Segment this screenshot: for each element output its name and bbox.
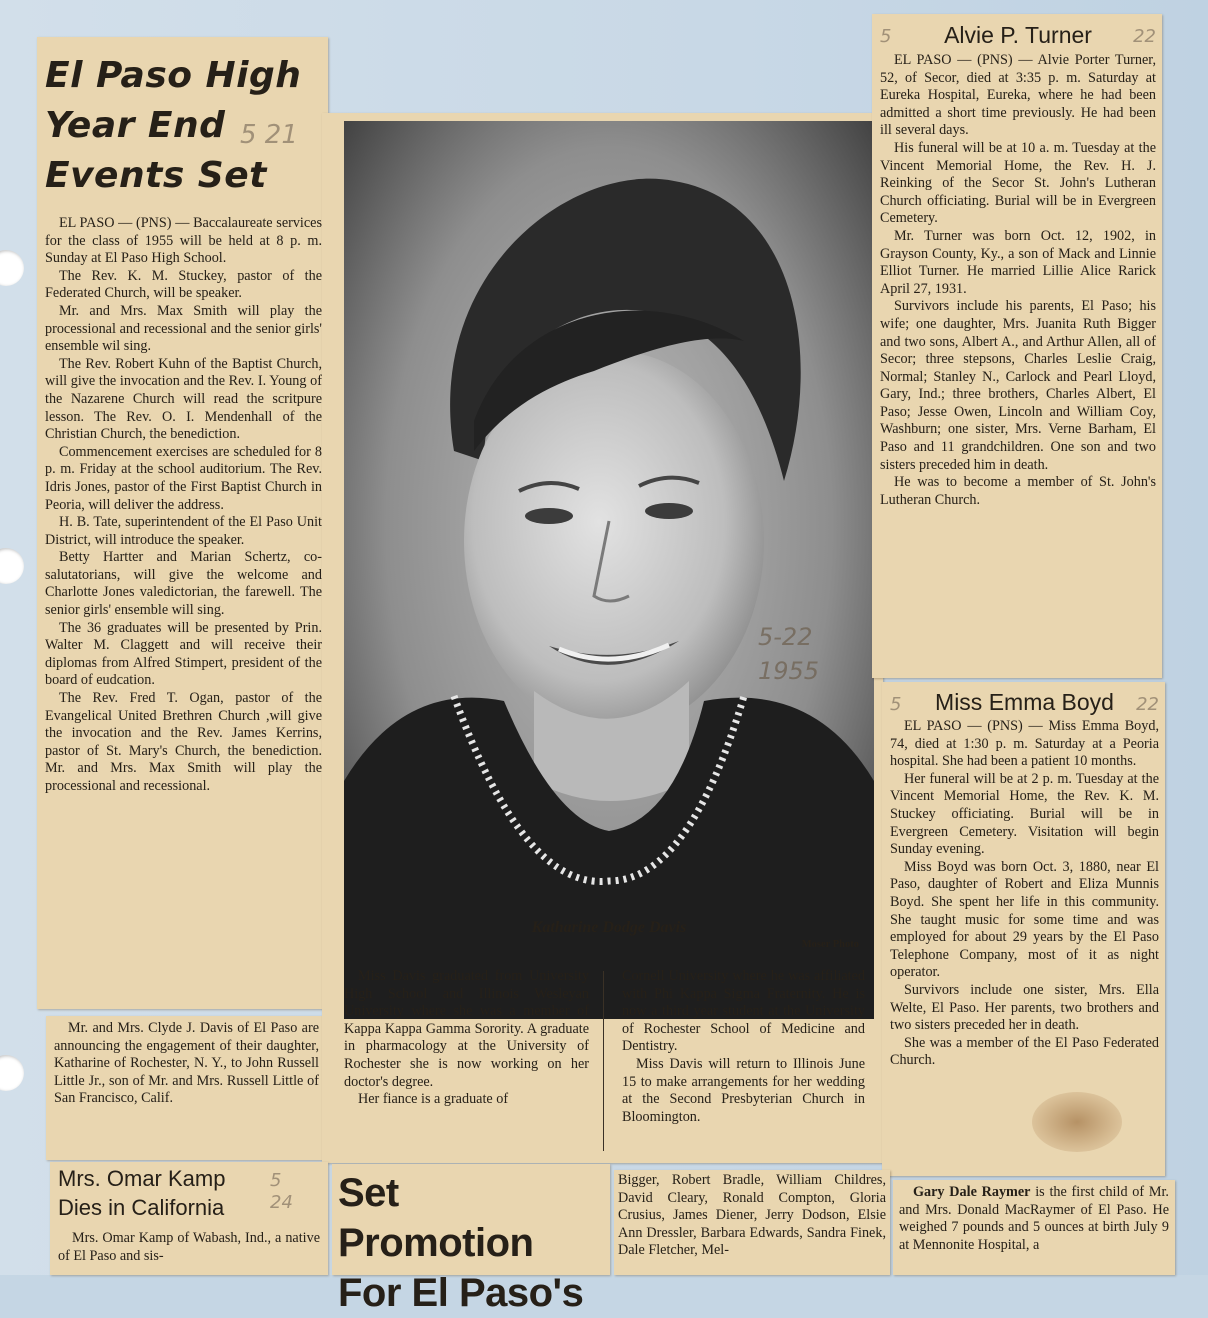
pencil-note: 5 <box>890 694 902 715</box>
binder-hole <box>0 548 24 584</box>
paragraph <box>899 1184 1169 1254</box>
headline-line: Events Set <box>45 155 267 196</box>
photo-credit: Moser Photo <box>801 939 859 950</box>
headline-line: Year End <box>45 105 226 146</box>
paragraph: Miss Davis will return to Illinois June 15 to make arrangements for her wedding at the Second Presbyterian Church in Bloomington. <box>622 1055 865 1125</box>
headline-row <box>890 686 1159 718</box>
binder-hole <box>0 1055 24 1091</box>
clipping-names-list <box>614 1170 890 1275</box>
stain <box>1032 1092 1122 1152</box>
paragraph: Miss Davis graduated from University High School and Illinois Wesleyan University where she was a member of Kappa Kappa Gamma Sorority. A graduate in pharmacology at the University of Rochester she is now working on her doctor's degree. <box>344 968 589 1090</box>
clipping-set-promotion <box>332 1164 610 1315</box>
paragraph: Survivors include his parents, El Paso; his wife; one daughter, Mrs. Juanita Ruth Bigger and two sons, Albert A., and Arthur Allen, all of Secor; three stepsons, Charles Leslie Craig, Normal; Stanley N., Carlock and Pearl Lloyd, Gary, Ind.; three brothers, Charles Albert, El Paso; Jesse Owen, Lincoln and William Coy, Washburn; one sister, Mrs. Verne Barham, El Paso and 11 grandchildren. One son and two sisters preceded him in death. <box>880 298 1156 473</box>
clipping-raymer-birth <box>893 1180 1175 1275</box>
paragraph: Bigger, Robert Bradle, William Childres, David Cleary, Ronald Compton, Gloria Crusius, James Diener, Jerry Dodson, Elsie Ann Dressler, Barbara Edwards, Sandra Finek, Dale Fletcher, Mel- <box>618 1172 886 1259</box>
article-body <box>58 1230 320 1265</box>
headline-line: Set Promotion <box>338 1171 534 1265</box>
names-list <box>618 1172 886 1260</box>
paragraph: Miss Boyd was born Oct. 3, 1880, near El Paso, daughter of Robert and Eliza Munnis Boyd. She spent her life in this community. She taught music for some time and was employed for about 29 years by the El Paso Telephone Company, most of it as night operator. <box>890 858 1159 981</box>
headline-emma-boyd: Miss Emma Boyd <box>935 689 1114 715</box>
headline-line: For El Paso's <box>338 1271 584 1315</box>
headline-set-promotion <box>338 1168 604 1318</box>
pencil-date-note: 5 24 <box>270 1170 293 1213</box>
photo-caption: Katharine Dodge Davis <box>531 919 687 936</box>
paragraph: She was a member of the El Paso Federated Church. <box>890 1034 1159 1069</box>
baby-name: Gary Dale Raymer <box>913 1184 1031 1200</box>
headline-line: Dies in California <box>58 1195 225 1220</box>
paragraph: The Rev. K. M. Stuckey, pastor of the Federated Church, will be speaker. <box>45 267 322 302</box>
paragraph: EL PASO — (PNS) — Miss Emma Boyd, 74, died at 1:30 p. m. Saturday at a Peoria hospital. She had been a patient 10 months. <box>890 718 1159 770</box>
paragraph: H. B. Tate, superintendent of the El Paso Unit District, will introduce the speaker. <box>45 514 322 548</box>
paragraph: The Rev. Robert Kuhn of the Baptist Church, will give the invocation and the Rev. I. Young of the Nazarene Church will read the scritpure lesson. The Rev. O. I. Mendenhall of the Christian Church, the benediction. <box>45 355 322 443</box>
column-rule <box>603 971 604 1151</box>
paragraph: Mr. and Mrs. Max Smith will play the processional and recessional and the senior girls' ensemble wil sing. <box>45 302 322 355</box>
portrait-image <box>344 121 874 1019</box>
clipping-el-paso-high <box>37 37 328 1009</box>
paragraph: Mr. Turner was born Oct. 12, 1902, in Grayson County, Ky., a son of Mack and Linnie Elliot Turner. He married Lillie Alice Rarick April 27, 1931. <box>880 227 1156 297</box>
pencil-date-note: 5-22 1955 <box>758 623 820 685</box>
pencil-note: 22 <box>1136 694 1159 715</box>
paragraph: Her funeral will be at 2 p. m. Tuesday at the Vincent Memorial Home, the Rev. K. M. Stuckey officiating. Burial will be in Evergreen Cemetery. Visitation will begin Sunday evening. <box>890 770 1159 858</box>
obituary-body <box>890 718 1159 1070</box>
paragraph: He was to become a member of St. John's Lutheran Church. <box>880 474 1156 508</box>
pencil-note: 5 <box>880 26 892 47</box>
birth-text: is the first child of Mr. and Mrs. Donald MacRaymer of El Paso. He weighed 7 pounds and 5 ounces at birth July 9 at Mennonite Hospital, a <box>899 1184 1169 1253</box>
portrait-photo <box>344 121 874 1019</box>
paragraph: EL PASO — (PNS) — Alvie Porter Turner, 52, of Secor, died at 3:35 p. m. Saturday at Eureka Hospital, Eureka, where he had been admitted a short time previously. He had been ill several days. <box>880 52 1156 139</box>
paragraph: Betty Hartter and Marian Schertz, co-salutatorians, will give the welcome and Charlotte Jones valedictorian, the farewell. The senior girls' ensemble will sing. <box>45 549 322 619</box>
birth-notice <box>899 1184 1169 1254</box>
clipping-emma-boyd <box>882 682 1165 1176</box>
engagement-lead <box>54 1020 319 1108</box>
paragraph: Mr. and Mrs. Clyde J. Davis of El Paso are announcing the engagement of their daughter, Katharine of Rochester, N. Y., to John Russell Little Jr., son of Mr. and Mrs. Russell Little of San Francisco, Calif. <box>54 1020 319 1107</box>
headline-alvie-turner: Alvie P. Turner <box>944 22 1092 48</box>
paragraph: Her fiance is a graduate of <box>358 1091 509 1108</box>
paragraph: Mrs. Omar Kamp of Wabash, Ind., a native of El Paso and sis- <box>58 1230 320 1264</box>
engagement-col-left <box>344 968 589 1109</box>
pencil-note: 22 <box>1133 26 1156 47</box>
binder-hole <box>0 250 24 286</box>
paragraph: His funeral will be at 10 a. m. Tuesday at the Vincent Memorial Home, the Rev. H. J. Reinking of the Secor St. John's Lutheran Church officiating. Burial will be in Evergreen Cemetery. <box>880 139 1156 227</box>
paragraph: Survivors include one sister, Mrs. Ella Welte, El Paso. Her parents, two brothers and two sisters preceded her in death. <box>890 981 1159 1034</box>
paragraph: EL PASO — (PNS) — Baccalaureate services for the class of 1955 will be held at 8 p. m. Sunday at El Paso High School. <box>45 215 322 267</box>
pencil-date-note: 5 21 <box>240 120 298 150</box>
paragraph: Commencement exercises are scheduled for 8 p. m. Friday at the school auditorium. The Rev. Idris Jones, pastor of the First Baptist Church in Peoria, will deliver the address. <box>45 443 322 513</box>
clipping-alvie-turner <box>872 14 1162 678</box>
headline-row <box>880 18 1156 52</box>
paragraph: The 36 graduates will be presented by Prin. Walter M. Claggett and will receive their diplomas from Alfred Stimpert, president of the board of eudcation. <box>45 619 322 689</box>
headline-line: El Paso High <box>45 55 302 96</box>
headline-line: Mrs. Omar Kamp <box>58 1166 226 1191</box>
obituary-body <box>880 52 1156 509</box>
article-body <box>45 215 322 796</box>
clipping-engagement-lead <box>46 1016 327 1160</box>
paragraph: The Rev. Fred T. Ogan, pastor of the Evangelical United Brethren Church ,will give the invocation and the Rev. James Kerrins, pastor of St. Mary's Church, the benediction. Mr. and Mrs. Max Smith will play the processional and recessional. <box>45 690 322 794</box>
paragraph: Cornell University where he was affiliated with Phi Kappa Sigma Fraternity. He is now a third year student at the University of Rochester School of Medicine and Dentistry. <box>622 968 865 1055</box>
engagement-col-right <box>622 968 865 1126</box>
